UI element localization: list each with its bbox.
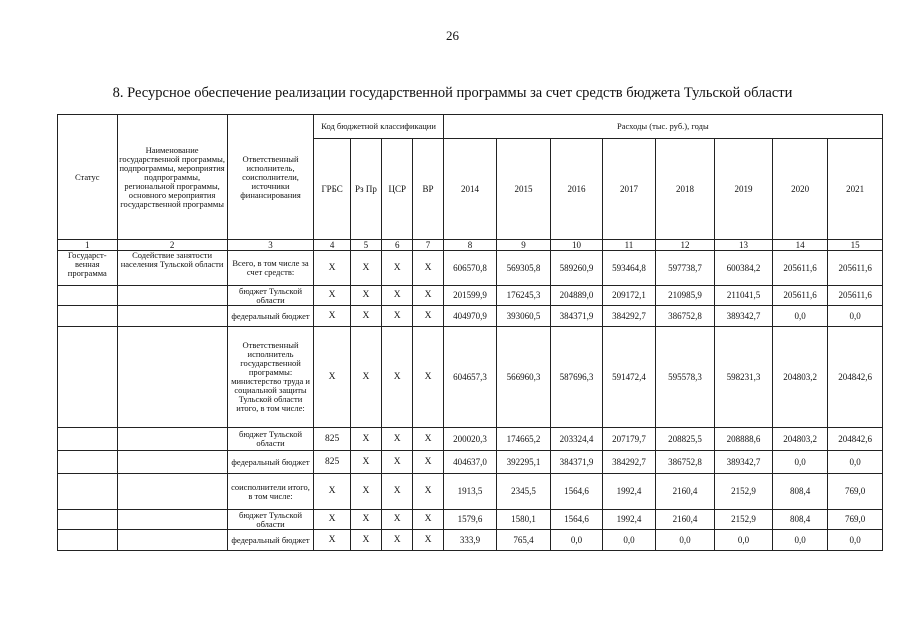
name-cell bbox=[117, 327, 227, 428]
status-cell bbox=[58, 474, 118, 510]
code-cell: X bbox=[350, 306, 381, 327]
amount-cell: 201599,9 bbox=[443, 286, 497, 306]
column-numbers-row bbox=[58, 240, 883, 251]
amount-cell: 593464,8 bbox=[603, 251, 656, 286]
code-cell: X bbox=[382, 286, 413, 306]
resource-table bbox=[57, 114, 883, 551]
amount-cell: 200020,3 bbox=[443, 428, 497, 451]
page-title: 8. Ресурсное обеспечение реализации государственной программы за счет средств бюджета Тульской области bbox=[112, 85, 793, 101]
status-cell bbox=[58, 286, 118, 306]
code-cell: X bbox=[382, 510, 413, 530]
amount-cell: 604657,3 bbox=[443, 327, 497, 428]
amount-cell: 203324,4 bbox=[550, 428, 603, 451]
column-number: 5 bbox=[350, 240, 381, 251]
amount-cell: 174665,2 bbox=[497, 428, 551, 451]
amount-cell: 1992,4 bbox=[603, 474, 656, 510]
table-row bbox=[58, 327, 883, 428]
status-cell bbox=[58, 428, 118, 451]
header-code: ВР bbox=[413, 139, 443, 240]
amount-cell: 569305,8 bbox=[497, 251, 551, 286]
column-number: 1 bbox=[58, 240, 118, 251]
amount-cell: 404637,0 bbox=[443, 451, 497, 474]
amount-cell: 600384,2 bbox=[715, 251, 773, 286]
amount-cell: 591472,4 bbox=[603, 327, 656, 428]
amount-cell: 808,4 bbox=[772, 474, 828, 510]
amount-cell: 2152,9 bbox=[715, 510, 773, 530]
code-cell: X bbox=[350, 530, 381, 551]
amount-cell: 598231,3 bbox=[715, 327, 773, 428]
column-number: 15 bbox=[828, 240, 883, 251]
amount-cell: 384292,7 bbox=[603, 451, 656, 474]
funding-source-cell: бюджет Тульской области bbox=[227, 510, 314, 530]
amount-cell: 2345,5 bbox=[497, 474, 551, 510]
amount-cell: 0,0 bbox=[828, 530, 883, 551]
amount-cell: 0,0 bbox=[603, 530, 656, 551]
name-cell bbox=[117, 474, 227, 510]
table-row bbox=[58, 428, 883, 451]
header-year: 2018 bbox=[655, 139, 715, 240]
amount-cell: 205611,6 bbox=[772, 251, 828, 286]
column-number: 13 bbox=[715, 240, 773, 251]
code-cell: X bbox=[382, 474, 413, 510]
name-cell bbox=[117, 451, 227, 474]
amount-cell: 204842,6 bbox=[828, 327, 883, 428]
amount-cell: 597738,7 bbox=[655, 251, 715, 286]
column-number: 2 bbox=[117, 240, 227, 251]
amount-cell: 587696,3 bbox=[550, 327, 603, 428]
amount-cell: 765,4 bbox=[497, 530, 551, 551]
code-cell: 825 bbox=[314, 451, 350, 474]
amount-cell: 1579,6 bbox=[443, 510, 497, 530]
code-cell: X bbox=[413, 327, 443, 428]
funding-source-cell: бюджет Тульской области bbox=[227, 286, 314, 306]
code-cell: X bbox=[314, 251, 350, 286]
code-cell: X bbox=[350, 428, 381, 451]
code-cell: 825 bbox=[314, 428, 350, 451]
code-cell: X bbox=[413, 251, 443, 286]
amount-cell: 386752,8 bbox=[655, 306, 715, 327]
amount-cell: 384292,7 bbox=[603, 306, 656, 327]
amount-cell: 808,4 bbox=[772, 510, 828, 530]
amount-cell: 211041,5 bbox=[715, 286, 773, 306]
page-number: 26 bbox=[446, 28, 459, 43]
table-body bbox=[58, 251, 883, 551]
column-number: 6 bbox=[382, 240, 413, 251]
amount-cell: 204889,0 bbox=[550, 286, 603, 306]
code-cell: X bbox=[382, 530, 413, 551]
code-cell: X bbox=[350, 474, 381, 510]
table-row bbox=[58, 510, 883, 530]
header-year: 2021 bbox=[828, 139, 883, 240]
amount-cell: 2160,4 bbox=[655, 474, 715, 510]
table-row bbox=[58, 530, 883, 551]
status-cell bbox=[58, 451, 118, 474]
status-cell bbox=[58, 530, 118, 551]
header-budget-code: Код бюджетной классификации bbox=[314, 115, 443, 139]
amount-cell: 0,0 bbox=[772, 306, 828, 327]
code-cell: X bbox=[413, 451, 443, 474]
amount-cell: 606570,8 bbox=[443, 251, 497, 286]
amount-cell: 0,0 bbox=[828, 451, 883, 474]
header-year: 2014 bbox=[443, 139, 497, 240]
status-cell bbox=[58, 510, 118, 530]
name-cell bbox=[117, 306, 227, 327]
code-cell: X bbox=[413, 306, 443, 327]
amount-cell: 769,0 bbox=[828, 510, 883, 530]
amount-cell: 589260,9 bbox=[550, 251, 603, 286]
code-cell: X bbox=[413, 474, 443, 510]
header-year: 2017 bbox=[603, 139, 656, 240]
column-number: 7 bbox=[413, 240, 443, 251]
amount-cell: 392295,1 bbox=[497, 451, 551, 474]
status-cell bbox=[58, 306, 118, 327]
amount-cell: 384371,9 bbox=[550, 451, 603, 474]
code-cell: X bbox=[382, 306, 413, 327]
amount-cell: 1992,4 bbox=[603, 510, 656, 530]
code-cell: X bbox=[314, 286, 350, 306]
header-responsible: Ответственный исполнитель, соисполнители, источники финансирования bbox=[227, 115, 314, 240]
amount-cell: 176245,3 bbox=[497, 286, 551, 306]
amount-cell: 0,0 bbox=[828, 306, 883, 327]
column-number: 14 bbox=[772, 240, 828, 251]
amount-cell: 207179,7 bbox=[603, 428, 656, 451]
code-cell: X bbox=[350, 251, 381, 286]
name-cell bbox=[117, 510, 227, 530]
header-expenses: Расходы (тыс. руб.), годы bbox=[443, 115, 882, 139]
amount-cell: 205611,6 bbox=[828, 251, 883, 286]
amount-cell: 386752,8 bbox=[655, 451, 715, 474]
column-number: 11 bbox=[603, 240, 656, 251]
column-number: 4 bbox=[314, 240, 350, 251]
code-cell: X bbox=[413, 530, 443, 551]
code-cell: X bbox=[413, 286, 443, 306]
code-cell: X bbox=[314, 474, 350, 510]
code-cell: X bbox=[413, 510, 443, 530]
amount-cell: 205611,6 bbox=[828, 286, 883, 306]
column-number: 10 bbox=[550, 240, 603, 251]
header-code: ГРБС bbox=[314, 139, 350, 240]
amount-cell: 2152,9 bbox=[715, 474, 773, 510]
amount-cell: 0,0 bbox=[772, 451, 828, 474]
amount-cell: 205611,6 bbox=[772, 286, 828, 306]
table-row bbox=[58, 251, 883, 286]
code-cell: X bbox=[350, 327, 381, 428]
amount-cell: 208825,5 bbox=[655, 428, 715, 451]
name-cell: Содействие занятости населения Тульской области bbox=[117, 251, 227, 286]
code-cell: X bbox=[350, 451, 381, 474]
amount-cell: 393060,5 bbox=[497, 306, 551, 327]
column-number: 8 bbox=[443, 240, 497, 251]
header-year: 2015 bbox=[497, 139, 551, 240]
amount-cell: 333,9 bbox=[443, 530, 497, 551]
table-row bbox=[58, 451, 883, 474]
code-cell: X bbox=[382, 251, 413, 286]
code-cell: X bbox=[382, 428, 413, 451]
amount-cell: 384371,9 bbox=[550, 306, 603, 327]
code-cell: X bbox=[382, 451, 413, 474]
header-status: Статус bbox=[58, 115, 118, 240]
code-cell: X bbox=[382, 327, 413, 428]
amount-cell: 389342,7 bbox=[715, 451, 773, 474]
funding-source-cell: федеральный бюджет bbox=[227, 451, 314, 474]
table-row bbox=[58, 306, 883, 327]
code-cell: X bbox=[314, 510, 350, 530]
header-year: 2019 bbox=[715, 139, 773, 240]
amount-cell: 0,0 bbox=[655, 530, 715, 551]
header-year: 2020 bbox=[772, 139, 828, 240]
amount-cell: 769,0 bbox=[828, 474, 883, 510]
amount-cell: 595578,3 bbox=[655, 327, 715, 428]
amount-cell: 566960,3 bbox=[497, 327, 551, 428]
amount-cell: 204803,2 bbox=[772, 327, 828, 428]
amount-cell: 404970,9 bbox=[443, 306, 497, 327]
name-cell bbox=[117, 530, 227, 551]
status-cell bbox=[58, 327, 118, 428]
amount-cell: 0,0 bbox=[715, 530, 773, 551]
funding-source-cell: федеральный бюджет bbox=[227, 530, 314, 551]
column-number: 9 bbox=[497, 240, 551, 251]
header-code: Рз Пр bbox=[350, 139, 381, 240]
funding-source-cell: соисполнители итого, в том числе: bbox=[227, 474, 314, 510]
amount-cell: 204842,6 bbox=[828, 428, 883, 451]
amount-cell: 208888,6 bbox=[715, 428, 773, 451]
amount-cell: 209172,1 bbox=[603, 286, 656, 306]
code-cell: X bbox=[350, 286, 381, 306]
name-cell bbox=[117, 428, 227, 451]
amount-cell: 0,0 bbox=[550, 530, 603, 551]
funding-source-cell: Ответственный исполнитель государственной программы: министерство труда и социальной защиты Тульской области итого, в том числе: bbox=[227, 327, 314, 428]
amount-cell: 0,0 bbox=[772, 530, 828, 551]
funding-source-cell: Всего, в том числе за счет средств: bbox=[227, 251, 314, 286]
amount-cell: 1564,6 bbox=[550, 510, 603, 530]
funding-source-cell: бюджет Тульской области bbox=[227, 428, 314, 451]
amount-cell: 1913,5 bbox=[443, 474, 497, 510]
code-cell: X bbox=[413, 428, 443, 451]
column-number: 12 bbox=[655, 240, 715, 251]
code-cell: X bbox=[314, 327, 350, 428]
code-cell: X bbox=[350, 510, 381, 530]
amount-cell: 389342,7 bbox=[715, 306, 773, 327]
header-name: Наименование государственной программы, подпрограммы, мероприятия подпрограммы, региональной программы, основного мероприятия государственной программы bbox=[117, 115, 227, 240]
status-cell: Государст-венная программа bbox=[58, 251, 118, 286]
code-cell: X bbox=[314, 306, 350, 327]
name-cell bbox=[117, 286, 227, 306]
amount-cell: 2160,4 bbox=[655, 510, 715, 530]
amount-cell: 1564,6 bbox=[550, 474, 603, 510]
amount-cell: 204803,2 bbox=[772, 428, 828, 451]
header-year: 2016 bbox=[550, 139, 603, 240]
table-row bbox=[58, 286, 883, 306]
code-cell: X bbox=[314, 530, 350, 551]
amount-cell: 1580,1 bbox=[497, 510, 551, 530]
column-number: 3 bbox=[227, 240, 314, 251]
table-row bbox=[58, 474, 883, 510]
header-code: ЦСР bbox=[382, 139, 413, 240]
amount-cell: 210985,9 bbox=[655, 286, 715, 306]
funding-source-cell: федеральный бюджет bbox=[227, 306, 314, 327]
